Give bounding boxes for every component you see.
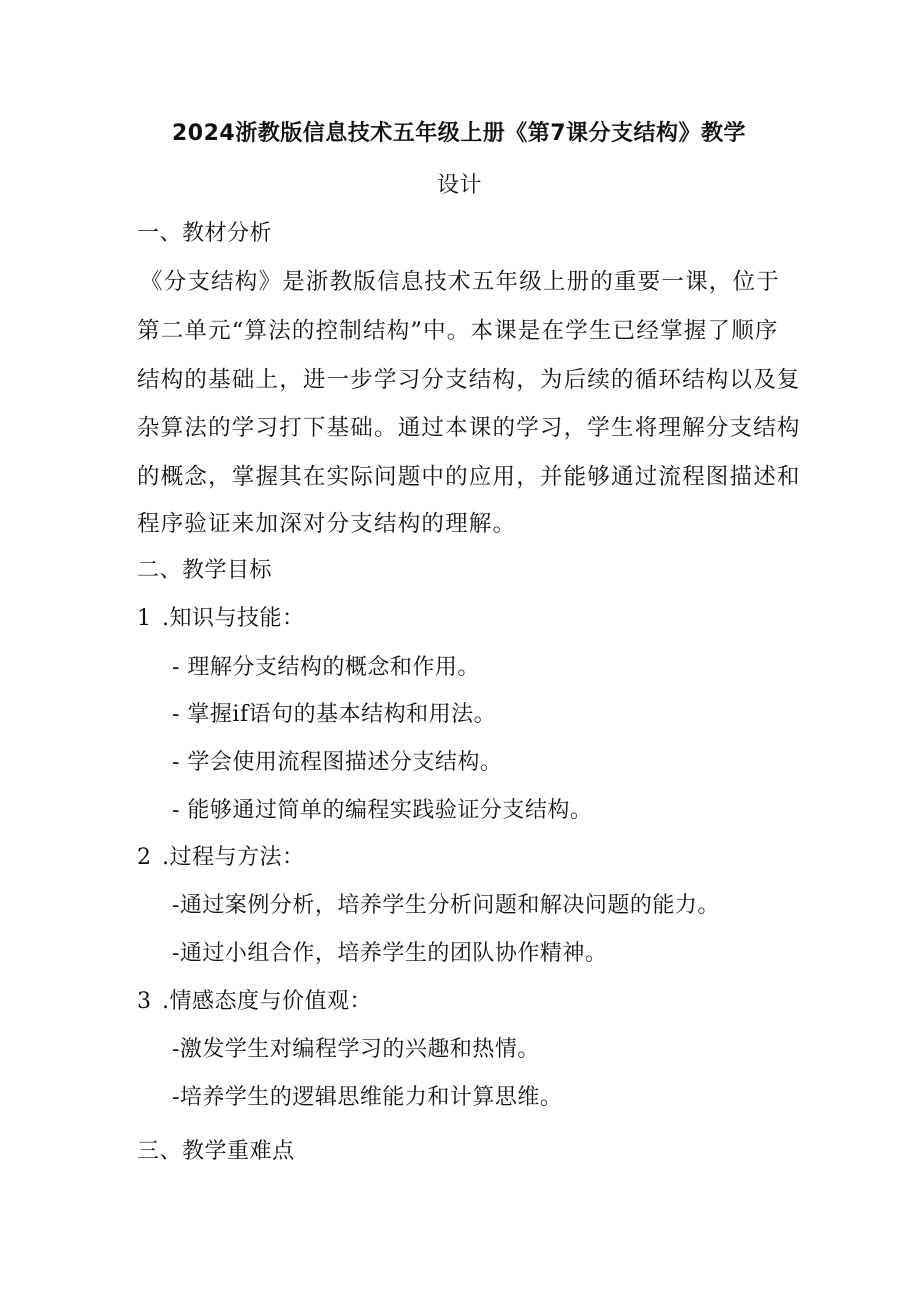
list-item: - 掌握if语句的基本结构和用法。: [172, 702, 497, 727]
paragraph-line: 第二单元“算法的控制结构”中。本课是在学生已经掌握了顺序: [137, 318, 779, 344]
paragraph-line: 《分支结构》是浙教版信息技术五年级上册的重要一课，位于: [140, 269, 780, 295]
list-item: - 能够通过简单的编程实践验证分支结构。: [172, 798, 593, 823]
subsection-label: .过程与方法：: [162, 845, 305, 870]
section-heading-2: 二、教学目标: [137, 558, 273, 583]
list-item: - 理解分支结构的概念和作用。: [172, 655, 480, 680]
subsection-number: 1: [137, 606, 152, 631]
list-item: -通过案例分析，培养学生分析问题和解决问题的能力。: [172, 893, 720, 918]
document-title-line-1: 2024浙教版信息技术五年级上册《第7课分支结构》教学: [172, 121, 747, 146]
paragraph-line: 程序验证来加深对分支结构的理解。: [137, 511, 517, 537]
subsection-number: 3: [137, 989, 152, 1014]
subsection-label: .知识与技能：: [162, 606, 305, 631]
subsection-number: 2: [137, 845, 152, 870]
paragraph-line: 杂算法的学习打下基础。通过本课的学习，学生将理解分支结构: [137, 415, 801, 441]
list-item: -通过小组合作，培养学生的团队协作精神。: [172, 941, 608, 966]
document-title-line-2: 设计: [437, 173, 483, 198]
paragraph-line: 的概念，掌握其在实际问题中的应用，并能够通过流程图描述和: [137, 464, 801, 490]
list-item: - 学会使用流程图描述分支结构。: [172, 750, 503, 775]
section-heading-3: 三、教学重难点: [137, 1139, 295, 1164]
section-heading-1: 一、教材分析: [137, 221, 273, 246]
paragraph-line: 结构的基础上，进一步学习分支结构，为后续的循环结构以及复: [137, 367, 801, 393]
subsection-label: .情感态度与价值观：: [162, 989, 372, 1014]
list-item: -培养学生的逻辑思维能力和计算思维。: [172, 1085, 563, 1110]
list-item: -激发学生对编程学习的兴趣和热情。: [172, 1037, 540, 1062]
